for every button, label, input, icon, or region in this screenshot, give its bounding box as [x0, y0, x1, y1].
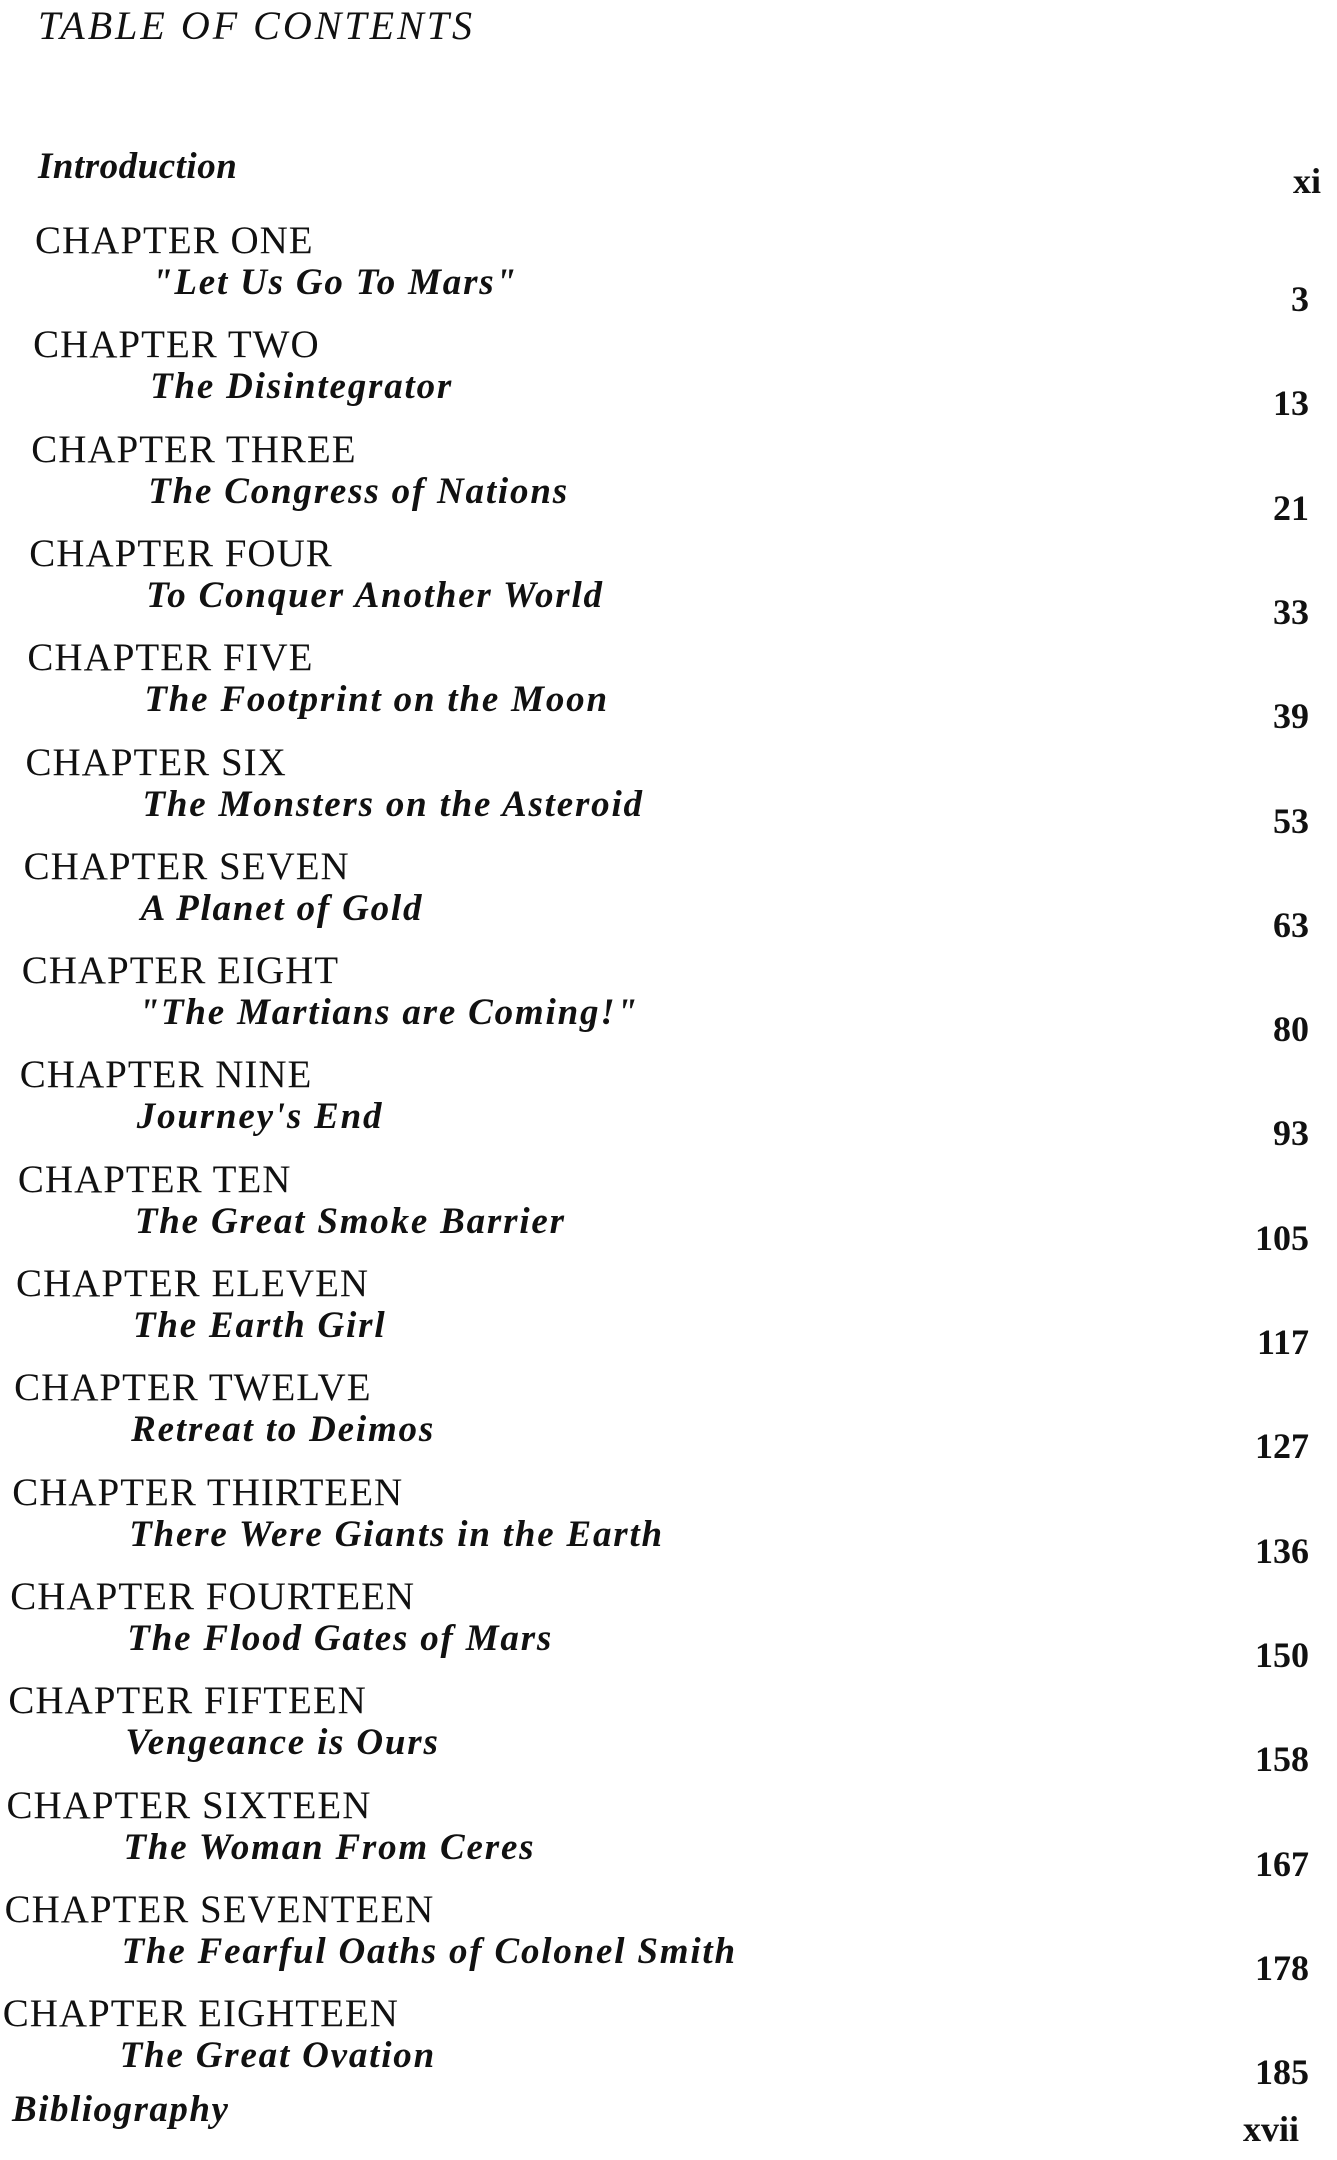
chapter-number: CHAPTER TEN: [17, 1157, 292, 1201]
chapter-title: The Footprint on the Moon: [144, 679, 609, 721]
chapter-page-number: 13: [1273, 383, 1309, 424]
introduction-page-number: xi: [1292, 161, 1321, 201]
bibliography-page-number: xvii: [1242, 2109, 1299, 2149]
chapter-page-number: 80: [1273, 1009, 1309, 1050]
chapter-title: The Great Smoke Barrier: [134, 1200, 566, 1242]
chapter-entry[interactable]: [0, 1574, 1337, 1678]
chapter-number: CHAPTER TWO: [33, 323, 320, 367]
chapter-entry[interactable]: [0, 1157, 1337, 1261]
chapter-page-number: 93: [1273, 1113, 1309, 1154]
bibliography-label[interactable]: Bibliography: [12, 2089, 230, 2130]
chapter-entry[interactable]: [0, 427, 1337, 531]
chapter-page-number: 178: [1255, 1947, 1309, 1988]
chapter-entry[interactable]: [0, 1783, 1337, 1887]
chapter-number: CHAPTER THIRTEEN: [12, 1470, 404, 1514]
chapter-entry[interactable]: [0, 1052, 1337, 1156]
chapter-page-number: 167: [1255, 1843, 1309, 1884]
chapter-entry[interactable]: [0, 844, 1337, 948]
chapter-title: "The Martians are Coming!": [138, 992, 639, 1034]
chapter-number: CHAPTER NINE: [19, 1053, 313, 1097]
chapter-entry[interactable]: [0, 218, 1337, 322]
chapter-number: CHAPTER ELEVEN: [16, 1262, 370, 1305]
chapter-entry[interactable]: [0, 740, 1337, 844]
chapter-title: To Conquer Another World: [146, 574, 604, 616]
chapter-number: CHAPTER SEVEN: [23, 844, 350, 888]
chapter-title: The Fearful Oaths of Colonel Smith: [121, 1930, 737, 1972]
chapter-title: There Were Giants in the Earth: [129, 1513, 664, 1555]
chapter-title: Retreat to Deimos: [131, 1409, 436, 1451]
introduction-label[interactable]: Introduction: [38, 146, 238, 187]
chapter-entry[interactable]: [0, 322, 1337, 426]
chapter-title: The Great Ovation: [119, 2035, 436, 2077]
chapter-entry[interactable]: [0, 1887, 1337, 1991]
chapter-page-number: 33: [1273, 591, 1309, 632]
chapter-entry[interactable]: [0, 948, 1337, 1052]
chapter-number: CHAPTER SIXTEEN: [6, 1783, 372, 1827]
chapter-number: CHAPTER TWELVE: [14, 1366, 372, 1410]
chapter-title: Journey's End: [136, 1096, 384, 1138]
chapter-number: CHAPTER FOUR: [29, 531, 333, 575]
chapter-entry[interactable]: [0, 1470, 1337, 1574]
page-title: TABLE OF CONTENTS: [38, 3, 475, 48]
chapter-page-number: 39: [1273, 696, 1309, 737]
chapter-number: CHAPTER FOURTEEN: [10, 1574, 416, 1618]
chapter-page-number: 21: [1273, 487, 1309, 528]
chapter-number: CHAPTER SIX: [25, 740, 287, 784]
chapter-title: The Disintegrator: [150, 366, 454, 408]
chapter-page-number: 105: [1255, 1217, 1309, 1258]
chapter-number: CHAPTER EIGHTEEN: [2, 1992, 399, 2036]
chapter-page-number: 53: [1273, 800, 1309, 841]
chapter-page-number: 150: [1255, 1634, 1309, 1675]
chapter-title: The Earth Girl: [133, 1305, 387, 1346]
chapter-number: CHAPTER ONE: [35, 219, 314, 262]
chapter-entry[interactable]: [0, 1261, 1337, 1365]
chapter-title: The Congress of Nations: [148, 470, 569, 512]
chapter-number: CHAPTER EIGHT: [21, 949, 340, 993]
chapter-number: CHAPTER SEVENTEEN: [4, 1887, 435, 1931]
chapter-entry[interactable]: [0, 635, 1337, 739]
chapter-page-number: 185: [1255, 2052, 1309, 2093]
chapter-number: CHAPTER FIFTEEN: [8, 1679, 367, 1723]
chapter-entry[interactable]: [0, 1678, 1337, 1782]
chapter-page-number: 158: [1255, 1739, 1309, 1780]
chapter-number: CHAPTER THREE: [31, 427, 357, 471]
chapter-entry[interactable]: [0, 1365, 1337, 1469]
chapter-page-number: 63: [1273, 904, 1309, 945]
chapter-title: "Let Us Go To Mars": [152, 262, 518, 303]
chapter-page-number: 136: [1255, 1530, 1309, 1571]
chapter-page-number: 3: [1291, 279, 1309, 319]
chapter-title: A Planet of Gold: [140, 887, 424, 929]
chapter-title: Vengeance is Ours: [125, 1722, 440, 1764]
chapter-number: CHAPTER FIVE: [27, 636, 314, 680]
chapter-title: The Woman From Ceres: [123, 1826, 536, 1868]
chapter-title: The Monsters on the Asteroid: [142, 783, 644, 825]
chapter-entry[interactable]: [0, 531, 1337, 635]
chapter-entry[interactable]: [0, 1991, 1337, 2095]
chapter-page-number: 117: [1256, 1322, 1309, 1362]
chapter-page-number: 127: [1255, 1426, 1309, 1467]
chapter-title: The Flood Gates of Mars: [127, 1617, 554, 1659]
